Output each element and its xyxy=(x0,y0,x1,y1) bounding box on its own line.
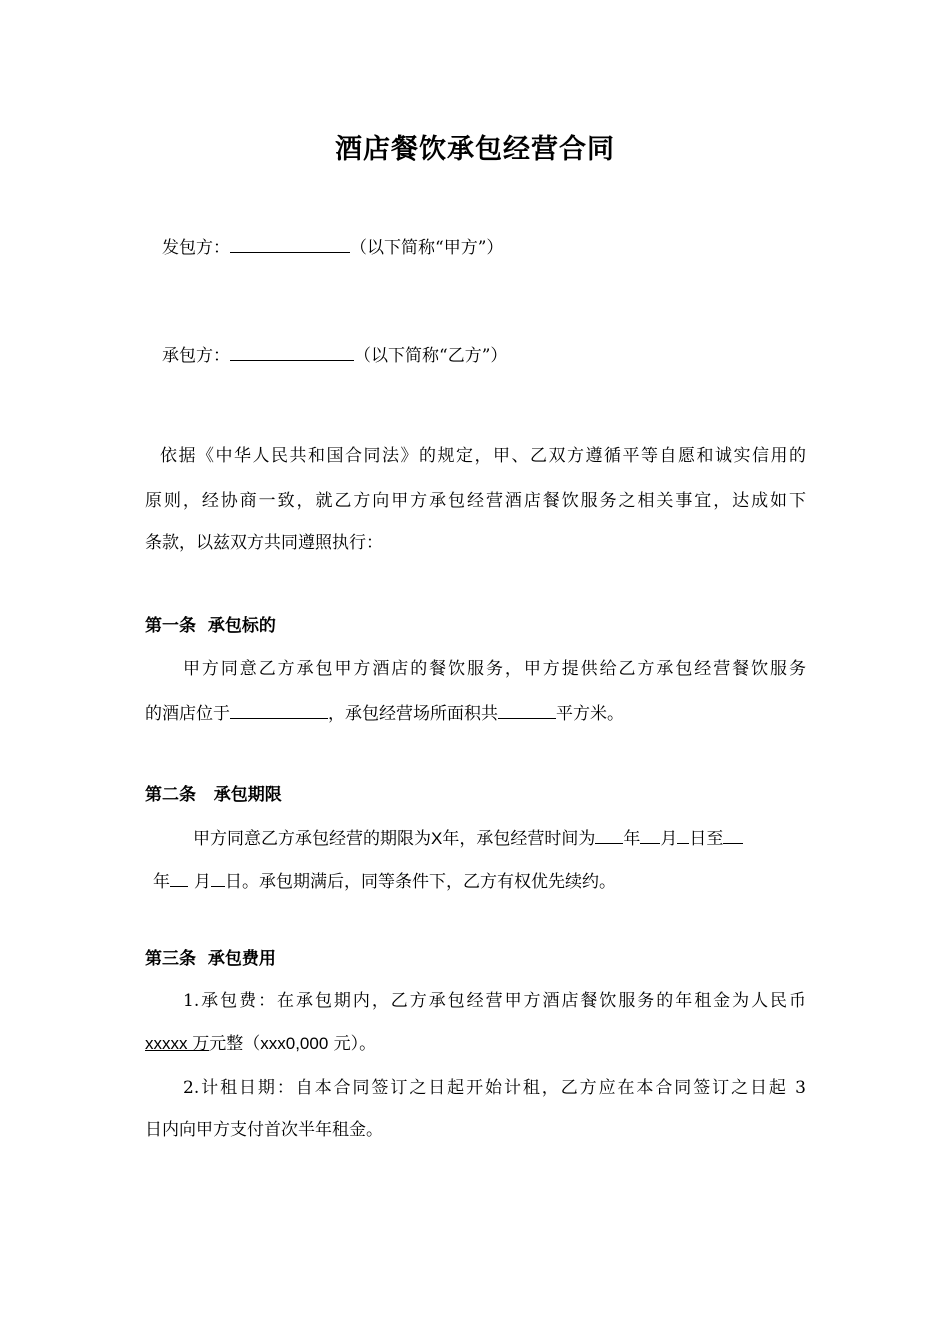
article-2-renewal-text: 日。承包期满后，同等条件下，乙方有权优先续约。 xyxy=(225,872,616,892)
article-3-item-1-line-1: 1.承包费：在承包期内，乙方承包经营甲方酒店餐饮服务的年租金为人民币 xyxy=(183,991,806,1011)
start-month-unit: 月 xyxy=(660,829,678,849)
location-blank xyxy=(230,700,328,719)
article-3-heading: 第三条 承包费用 xyxy=(145,949,276,969)
preamble-line-2: 原则，经协商一致，就乙方向甲方承包经营酒店餐饮服务之相关事宜，达成如下 xyxy=(145,491,806,511)
end-year-blank-a xyxy=(723,825,743,844)
rent-amount: xxxxx 万 xyxy=(145,1034,210,1053)
start-year-unit: 年 xyxy=(623,829,641,849)
area-blank xyxy=(498,700,556,719)
party-b-line xyxy=(162,342,507,368)
article-2-line-2 xyxy=(153,868,616,894)
article-3-item-1-line-2 xyxy=(145,1032,376,1056)
term-intro: 甲方同意乙方承包经营的期限为 xyxy=(193,829,431,849)
article-1-area-unit: 平方米。 xyxy=(556,704,624,724)
article-1-location-label: 的酒店位于 xyxy=(145,704,230,724)
article-3-item-2-line-2: 日内向甲方支付首次半年租金。 xyxy=(145,1120,383,1140)
document-title: 酒店餐饮承包经营合同 xyxy=(335,134,615,165)
article-3-item-2-line-1: 2.计租日期：自本合同签订之日起开始计租，乙方应在本合同签订之日起 3 xyxy=(183,1078,806,1098)
article-2-line-1 xyxy=(193,825,743,851)
start-year-blank xyxy=(595,825,623,844)
end-year-unit: 年 xyxy=(153,872,170,892)
end-month-blank xyxy=(170,868,188,887)
article-1-heading: 第一条 承包标的 xyxy=(145,616,276,636)
rent-amount-unit: 元整（ xyxy=(209,1034,261,1054)
party-b-blank xyxy=(230,342,354,361)
party-a-blank xyxy=(230,234,350,253)
term-time-label: 年，承包经营时间为 xyxy=(442,829,596,849)
party-b-note: （以下简称“乙方”） xyxy=(354,346,508,366)
end-day-blank xyxy=(211,868,225,887)
article-1-line-2 xyxy=(145,700,624,726)
party-a-line xyxy=(162,234,503,260)
start-month-blank xyxy=(640,825,660,844)
start-day-blank xyxy=(677,825,689,844)
article-2-heading: 第二条 承包期限 xyxy=(145,785,282,805)
preamble-line-3: 条款，以兹双方共同遵照执行： xyxy=(145,533,383,553)
article-1-line-1: 甲方同意乙方承包甲方酒店的餐饮服务，甲方提供给乙方承包经营餐饮服务 xyxy=(183,659,806,679)
end-month-unit: 月 xyxy=(194,872,211,892)
rent-figure: xxx0,000 xyxy=(260,1034,329,1053)
party-a-note: （以下简称“甲方”） xyxy=(350,238,504,258)
rent-figure-unit: 元）。 xyxy=(328,1034,377,1054)
term-years: X xyxy=(431,829,443,848)
article-1-area-label: ，承包经营场所面积共 xyxy=(328,704,498,724)
party-a-label: 发包方： xyxy=(162,238,230,258)
start-day-unit: 日至 xyxy=(689,829,724,849)
party-b-label: 承包方： xyxy=(162,346,230,366)
preamble-line-1: 依据《中华人民共和国合同法》的规定，甲、乙双方遵循平等自愿和诚实信用的 xyxy=(160,446,806,466)
